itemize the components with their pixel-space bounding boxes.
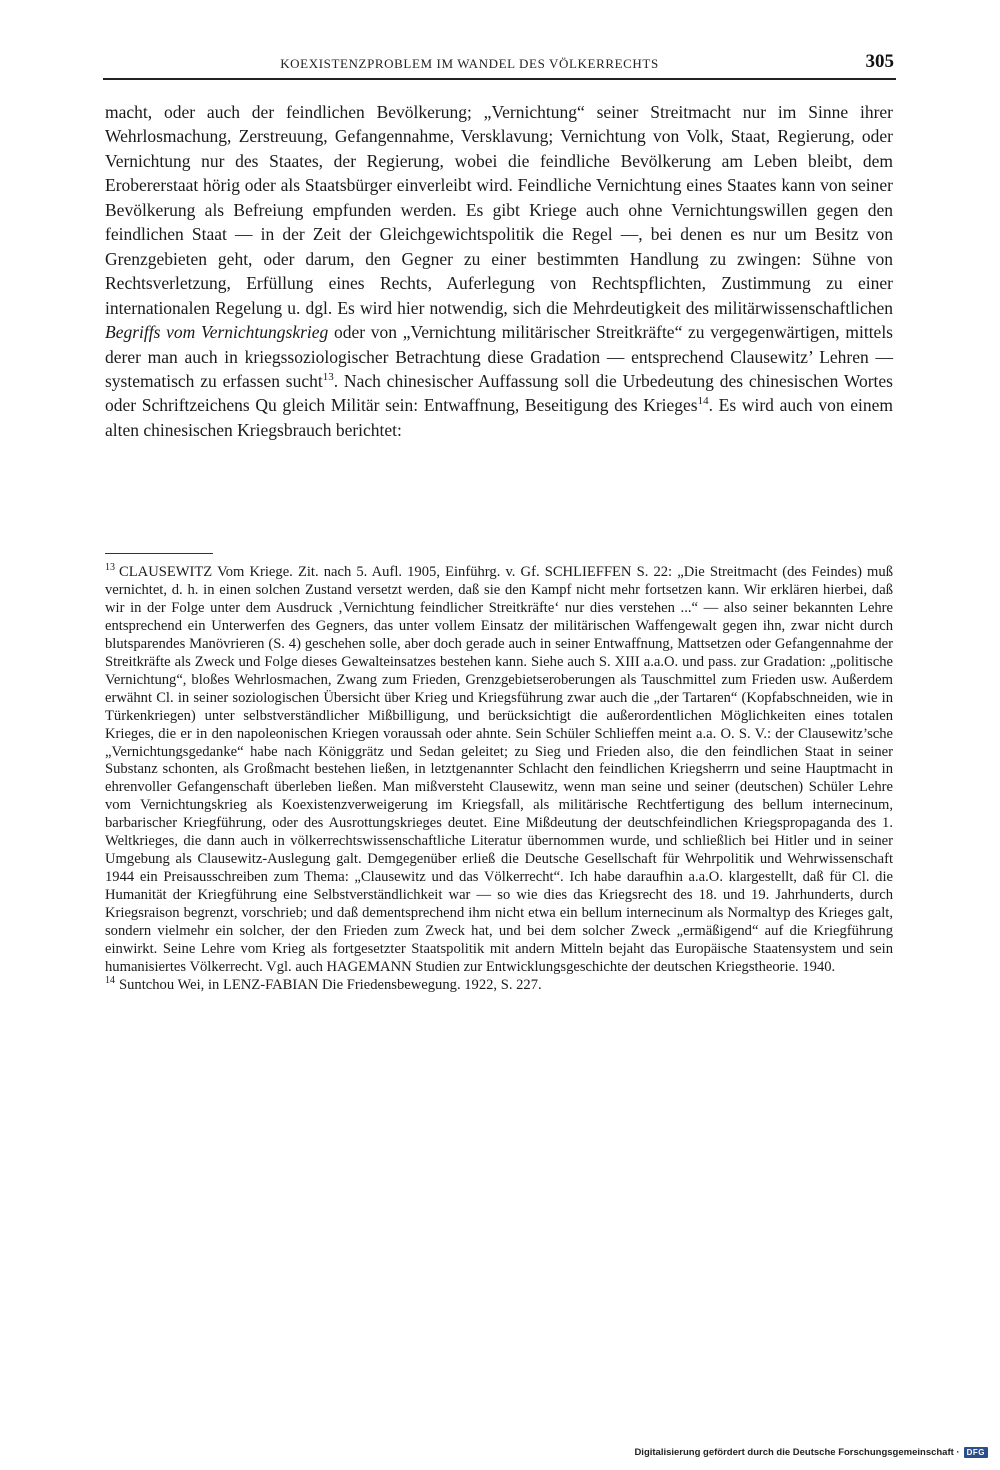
footnote-13 [105,564,893,977]
footnote-separator [105,553,213,554]
footnote-14 [105,977,893,995]
body-text-part-3: . Nach chinesischer Auffassung soll die Urbedeutung des chinesischen Wortes oder Schriftzeichens Qu gleich Militär sein: Entwaffnung, Beseitigung des Krieges [105,370,893,416]
footnote-number: 13 [105,562,115,574]
footnote-number: 14 [105,975,115,987]
credit-text: Digitalisierung gefördert durch die Deutsche Forschungsgemeinschaft · [634,1447,960,1458]
footnote-ref-14[interactable]: 14 [697,395,709,408]
digitization-credit [634,1447,988,1458]
body-text-part-2: oder von „Vernichtung militärischer Streitkräfte“ zu vergegenwärtigen, mittels derer man auch in kriegssoziologischer Betrachtung diese Gradation — entsprechend Clausewitz’ Lehren — systematisch zu erfassen sucht [105,322,893,391]
body-text-part-1: macht, oder auch der feindlichen Bevölkerung; „Vernichtung“ seiner Streitmacht nur im Sinne ihrer Wehrlosmachung, Zerstreuung, Gefangennahme, Versklavung; Vernichtung von Volk, Staat, Regierung, oder Vernichtung nur des Staates, der Regierung, wobei die feindliche Bevölkerung am Leben bleibt, dem Erobererstaat hörig oder als Staatsbürger einverleibt wird. Feindliche Vernichtung eines Staates kann von seiner Bevölkerung als Befreiung empfunden werden. Es gibt Kriege auch ohne Vernichtungswillen gegen den feindlichen Staat — in der Zeit der Gleichgewichtspolitik die Regel —, bei denen es nur um Besitz von Grenzgebieten geht, oder darum, den Gegner zu einer bestimmten Handlung zu zwingen: Sühne von Rechtsverletzung, Erfüllung eines Rechts, Auferlegung von Rechtspflichten, Zustimmung zu einer internationalen Regelung u. dgl. Es wird hier notwendig, sich die Mehrdeutigkeit des militärwissenschaftlichen [105,102,893,318]
page-header [103,48,896,80]
main-text [105,100,893,442]
footnote-ref-13[interactable]: 13 [322,371,334,384]
running-title: KOEXISTENZPROBLEM IM WANDEL DES VÖLKERRECHTS [280,56,659,71]
footnote-text: Suntchou Wei, in LENZ-FABIAN Die Friedensbewegung. 1922, S. 227. [119,976,542,993]
body-paragraph [105,100,893,442]
footnote-text: CLAUSEWITZ Vom Kriege. Zit. nach 5. Aufl. 1905, Einführg. v. Gf. SCHLIEFFEN S. 22: „Die Streitmacht (des Feindes) muß vernichtet, d. h. in einen solchen Zustand versetzt werden, daß sie den Kampf nicht mehr fortsetzen kann. Wir erklären hierbei, daß wir in der Folge unter dem Ausdruck ‚Vernichtung feindlicher Streitkräfte‘ nur dies verstehen ...“ — also seiner bekannten Lehre entsprechend ein Unterwerfen des Gegners, das unter vollem Einsatz der militärischen Waffengewalt gegen ihn, zwar nicht durch blutsparendes Manövrieren (S. 4) geschehen solle, aber doch gerade auch in seiner Entwaffnung, Mattsetzen oder Gefangennahme der Streitkräfte als Zweck und Folge dieses Gewalteinsatzes bestehen kann. Siehe auch S. XIII a.a.O. und pass. zur Gradation: „politische Vernichtung“, bloßes Wehrlosmachen, Zwang zum Frieden, Grenzgebietseroberungen als Tauschmittel zum Frieden usw. Außerdem erwähnt Cl. in seiner soziologischen Übersicht über Krieg und Kriegsführung zwar auch die „der Tartaren“ (Kopfabschneiden, wie in Türkenkriegen) unter selbstverständlicher Mißbilligung, und berücksichtigt die außerordentlichen Möglichkeiten eines totalen Krieges, die er in den napoleonischen Kriegen voraussah oder ahnte. Sein Schüler Schlieffen meint a.a. O. S. V.: der Clausewitz’sche „Vernichtungsgedanke“ habe nach Königgrätz und Sedan geleitet; zu Sieg und Frieden also, die den feindlichen Staat in seiner Substanz schonten, als Großmacht bestehen ließen, in letztgenannter Schlacht den feindlichen Kriegsherrn und seine Hauptmacht in ehrenvoller Gefangenschaft überleben ließen. Man mißversteht Clausewitz, wenn man seine und seiner (deutschen) Schüler Lehre vom Vernichtungskrieg als Koexistenzverweigerung im Kriegsfall, als militärische Rechtfertigung des bellum internecinum, barbarischer Kriegführung, oder des Ausrottungskrieges deutet. Eine Mißdeutung der deutschfeindlichen Kriegspropaganda des 1. Weltkrieges, die dann auch in völkerrechtswissenschaftliche Literatur übernommen wurde, und schließlich bei Hitler und in seiner Umgebung als Clausewitz-Auslegung galt. Demgegenüber erließ die Deutsche Gesellschaft für Wehrpolitik und Wehrwissenschaft 1944 ein Preisausschreiben zum Thema: „Clausewitz und das Völkerrecht“. Ich habe daraufhin a.a.O. klargestellt, daß für Cl. die Humanität der Kriegführung eine Selbstverständlichkeit war — so wie dies das Kriegsrecht des 18. und 19. Jahrhunderts, durch Kriegsraison begrenzt, vorschrieb; und daß dementsprechend ihm nicht etwa ein bellum internecinum als Normaltyp des Krieges galt, sondern vielmehr ein solcher, der den Frieden zum Zweck hat, und bei dem solcher Zweck „ermäßigend“ auf die Kriegführung einwirkt. Seine Lehre vom Krieg als fortgesetzter Staatspolitik mit andern Mitteln bejaht das Europäische Staatensystem und sein humanisiertes Völkerrecht. Vgl. auch HAGEMANN Studien zur Entwicklungsgeschichte der deutschen Kriegstheorie. 1940. [105,564,893,975]
body-text-part-4: . Es wird auch von einem alten chinesischen Kriegsbrauch berichtet: [105,395,893,440]
footnotes [105,564,893,995]
dfg-logo-icon: DFG [964,1447,988,1458]
italic-phrase: Begriffs vom Vernichtungskrieg [105,322,329,343]
page-number: 305 [865,51,894,72]
